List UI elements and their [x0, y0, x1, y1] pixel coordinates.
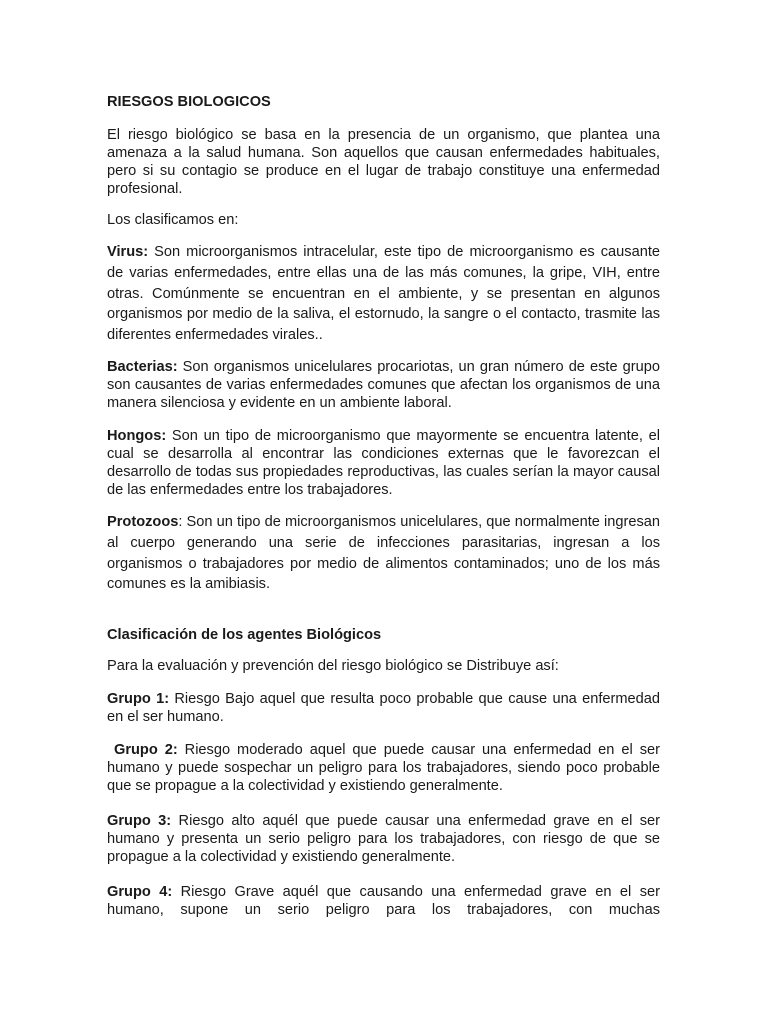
group-term: Grupo 2:: [113, 742, 178, 758]
document-title: RIESGOS BIOLOGICOS: [107, 94, 271, 110]
section-title: Clasificación de los agentes Biológicos: [107, 627, 382, 643]
group-text: Riesgo Grave aquél que causando una enfermedad grave en el ser humano, supone un serio peligro para los trabajadores, con muchas: [107, 884, 660, 918]
group-text: Riesgo moderado aquel que puede causar una enfermedad en el ser humano y puede sospechar un peligro para los trabajadores, siendo poco probable que se propague a la colectividad y existiendo generalmente.: [107, 742, 660, 794]
type-text: : Son un tipo de microorganismos unicelulares, que normalmente ingresan al cuerpo generando una serie de infecciones parasitarias, ingresan a los organismos o trabajadores por medio de alimentos contaminados; uno de los más comunes es la amibiasis.: [107, 514, 660, 593]
group-term: Grupo 4:: [107, 884, 173, 900]
type-paragraph-bacterias: [107, 358, 660, 412]
group-paragraph-2: [107, 741, 660, 795]
group-term: Grupo 3:: [107, 813, 172, 829]
type-paragraph-protozoos: [107, 512, 660, 595]
type-term: Bacterias:: [107, 359, 178, 375]
type-paragraph-hongos: [107, 427, 660, 499]
type-term: Virus:: [107, 244, 149, 260]
group-paragraph-1: [107, 690, 660, 726]
classify-line: Los clasificamos en:: [107, 212, 239, 228]
type-text: Son organismos unicelulares procariotas, un gran número de este grupo son causantes de varias enfermedades comunes que afectan los organismos de una manera silenciosa y evidente en un ambiente laboral.: [107, 359, 660, 411]
group-text: Riesgo Bajo aquel que resulta poco probable que cause una enfermedad en el ser humano.: [107, 691, 660, 725]
type-term: Hongos:: [107, 428, 167, 444]
intro-paragraph: El riesgo biológico se basa en la presencia de un organismo, que plantea una amenaza a la salud humana. Son aquellos que causan enfermedades habituales, pero si su contagio se produce en el lugar de trabajo constituye una enfermedad profesional.: [107, 127, 660, 197]
group-text: Riesgo alto aquél que puede causar una enfermedad grave en el ser humano y presenta un serio peligro para los trabajadores, con riesgo de que se propague a la colectividad y existiendo generalmente.: [107, 813, 660, 865]
group-paragraph-4: [107, 883, 660, 919]
type-text: Son un tipo de microorganismo que mayormente se encuentra latente, el cual se desarrolla al encontrar las condiciones externas que le favorezcan el desarrollo de todas sus propiedades reproductivas, las cuales serían la mayor causal de las enfermedades entre los trabajadores.: [107, 428, 660, 498]
type-term: Protozoos: [107, 514, 179, 530]
section-intro: Para la evaluación y prevención del riesgo biológico se Distribuye así:: [107, 658, 559, 674]
group-paragraph-3: [107, 812, 660, 866]
group-term: Grupo 1:: [107, 691, 170, 707]
type-paragraph-virus: [107, 242, 660, 346]
type-text: Son microorganismos intracelular, este tipo de microorganismo es causante de varias enfermedades, entre ellas una de las más comunes, la gripe, VIH, entre otras. Comúnmente se encuentran en el ambiente, y se presentan en algunos organismos por medio de la saliva, el estornudo, la sangre o el contacto, trasmite las diferentes enfermedades virales..: [107, 244, 660, 344]
